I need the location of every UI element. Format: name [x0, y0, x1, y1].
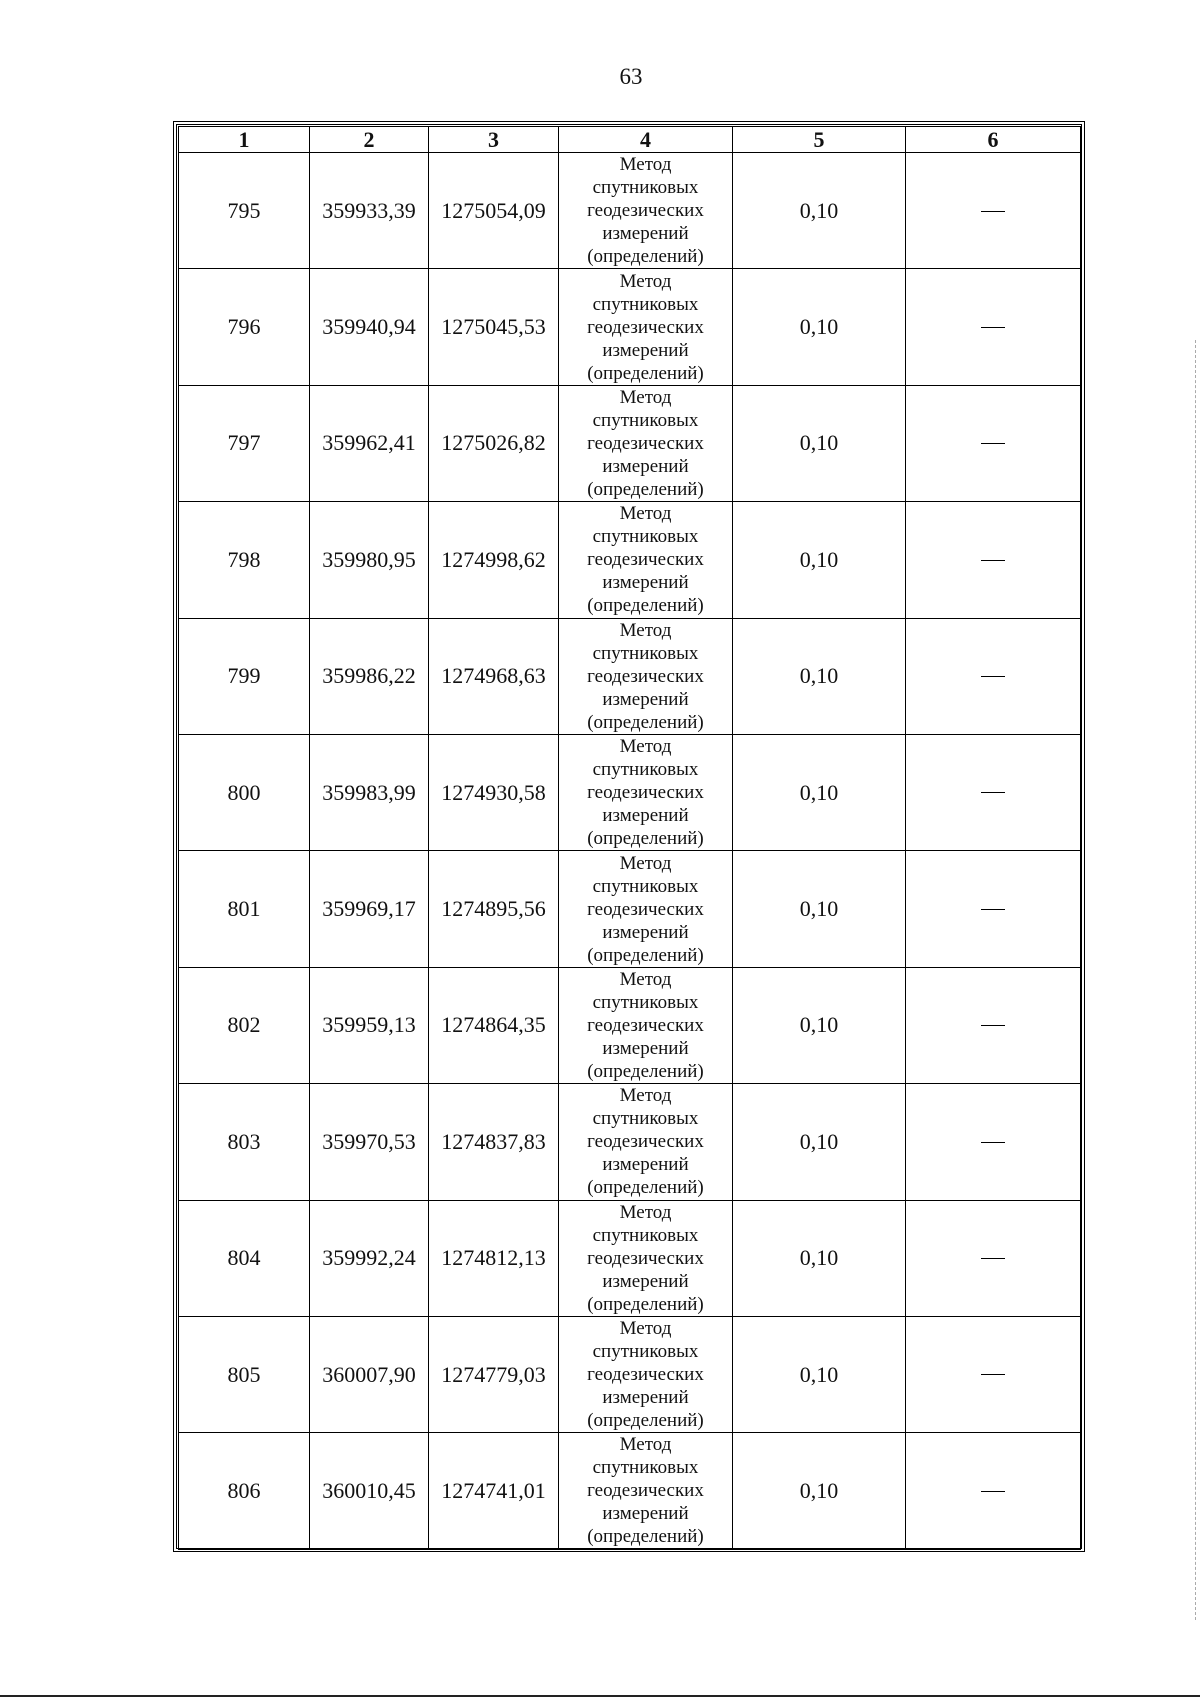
method-cell [559, 851, 733, 967]
page-number: 63 [619, 64, 643, 89]
method-cell [559, 153, 733, 269]
method-line: Метод [619, 1085, 672, 1107]
dash-mark [981, 1142, 1005, 1143]
method-line: Метод [619, 1201, 672, 1223]
table-row [179, 269, 1081, 385]
note-cell [906, 153, 1081, 269]
method-line: (определений) [587, 828, 704, 850]
x-coordinate-cell: 360007,90 [310, 1316, 429, 1432]
note-cell [906, 385, 1081, 501]
y-coordinate-cell: 1274741,01 [429, 1433, 559, 1549]
method-line: (определений) [587, 1177, 704, 1199]
method-line: геодезических [587, 1131, 704, 1153]
method-line: геодезических [587, 782, 704, 804]
table-row [179, 734, 1081, 850]
x-coordinate-cell: 359940,94 [310, 269, 429, 385]
table-header-row [179, 127, 1081, 153]
point-number-cell: 799 [179, 618, 310, 734]
method-line: (определений) [587, 1060, 704, 1082]
method-cell [559, 1316, 733, 1432]
method-cell [559, 1433, 733, 1549]
x-coordinate-cell: 359983,99 [310, 734, 429, 850]
method-line: Метод [619, 503, 672, 525]
method-line: измерений [602, 1387, 689, 1409]
point-number-cell: 805 [179, 1316, 310, 1432]
method-line: Метод [619, 1434, 672, 1456]
y-coordinate-cell: 1275026,82 [429, 385, 559, 501]
point-number-cell: 797 [179, 385, 310, 501]
table-row [179, 967, 1081, 1083]
method-line: измерений [602, 1503, 689, 1525]
method-line: геодезических [587, 1247, 704, 1269]
note-cell [906, 851, 1081, 967]
method-cell [559, 1084, 733, 1200]
method-line: Метод [619, 154, 672, 176]
table-row [179, 1316, 1081, 1432]
method-line: Метод [619, 270, 672, 292]
header-col-2: 2 [310, 127, 429, 153]
method-line: измерений [602, 572, 689, 594]
accuracy-cell: 0,10 [733, 1316, 906, 1432]
y-coordinate-cell: 1274779,03 [429, 1316, 559, 1432]
point-number-cell: 798 [179, 502, 310, 618]
method-line: измерений [602, 223, 689, 245]
table-row [179, 502, 1081, 618]
point-number-cell: 796 [179, 269, 310, 385]
x-coordinate-cell: 359959,13 [310, 967, 429, 1083]
method-line: спутниковых [592, 177, 699, 199]
method-line: спутниковых [592, 1108, 699, 1130]
table-row [179, 153, 1081, 269]
accuracy-cell: 0,10 [733, 734, 906, 850]
point-number-cell: 795 [179, 153, 310, 269]
accuracy-cell: 0,10 [733, 502, 906, 618]
method-line: спутниковых [592, 1224, 699, 1246]
header-col-3: 3 [429, 127, 559, 153]
method-line: геодезических [587, 1014, 704, 1036]
method-line: измерений [602, 1037, 689, 1059]
method-cell [559, 385, 733, 501]
note-cell [906, 1200, 1081, 1316]
method-line: (определений) [587, 362, 704, 384]
dash-mark [981, 909, 1005, 910]
method-line: спутниковых [592, 991, 699, 1013]
method-cell [559, 618, 733, 734]
scan-bottom-line [0, 1695, 1200, 1697]
method-line: измерений [602, 1154, 689, 1176]
accuracy-cell: 0,10 [733, 618, 906, 734]
dash-mark [981, 560, 1005, 561]
method-cell [559, 1200, 733, 1316]
method-line: (определений) [587, 1526, 704, 1548]
accuracy-cell: 0,10 [733, 1433, 906, 1549]
method-cell [559, 502, 733, 618]
dash-mark [981, 1374, 1005, 1375]
scan-edge-mark [1195, 340, 1196, 1620]
method-line: геодезических [587, 549, 704, 571]
method-line: измерений [602, 1270, 689, 1292]
header-col-4: 4 [559, 127, 733, 153]
method-line: Метод [619, 736, 672, 758]
method-line: спутниковых [592, 526, 699, 548]
y-coordinate-cell: 1274895,56 [429, 851, 559, 967]
table-row [179, 851, 1081, 967]
method-line: геодезических [587, 1480, 704, 1502]
method-cell [559, 967, 733, 1083]
method-line: спутниковых [592, 759, 699, 781]
method-line: геодезических [587, 432, 704, 454]
table-row [179, 1084, 1081, 1200]
y-coordinate-cell: 1275045,53 [429, 269, 559, 385]
table-row [179, 1200, 1081, 1316]
dash-mark [981, 792, 1005, 793]
dash-mark [981, 1258, 1005, 1259]
method-line: (определений) [587, 1293, 704, 1315]
dash-mark [981, 1491, 1005, 1492]
point-number-cell: 800 [179, 734, 310, 850]
x-coordinate-cell: 359986,22 [310, 618, 429, 734]
point-number-cell: 801 [179, 851, 310, 967]
method-line: спутниковых [592, 875, 699, 897]
y-coordinate-cell: 1274864,35 [429, 967, 559, 1083]
note-cell [906, 1316, 1081, 1432]
note-cell [906, 618, 1081, 734]
accuracy-cell: 0,10 [733, 1084, 906, 1200]
accuracy-cell: 0,10 [733, 967, 906, 1083]
method-line: измерений [602, 805, 689, 827]
note-cell [906, 1433, 1081, 1549]
table-row [179, 618, 1081, 734]
x-coordinate-cell: 360010,45 [310, 1433, 429, 1549]
y-coordinate-cell: 1274837,83 [429, 1084, 559, 1200]
note-cell [906, 502, 1081, 618]
method-line: спутниковых [592, 293, 699, 315]
dash-mark [981, 211, 1005, 212]
method-line: измерений [602, 688, 689, 710]
table-row [179, 385, 1081, 501]
x-coordinate-cell: 359980,95 [310, 502, 429, 618]
accuracy-cell: 0,10 [733, 851, 906, 967]
method-line: Метод [619, 386, 672, 408]
x-coordinate-cell: 359970,53 [310, 1084, 429, 1200]
method-line: спутниковых [592, 1341, 699, 1363]
point-number-cell: 804 [179, 1200, 310, 1316]
method-line: Метод [619, 619, 672, 641]
x-coordinate-cell: 359969,17 [310, 851, 429, 967]
dash-mark [981, 1025, 1005, 1026]
accuracy-cell: 0,10 [733, 153, 906, 269]
header-col-5: 5 [733, 127, 906, 153]
method-line: геодезических [587, 316, 704, 338]
method-line: спутниковых [592, 642, 699, 664]
header-col-6: 6 [906, 127, 1081, 153]
method-line: геодезических [587, 898, 704, 920]
x-coordinate-cell: 359933,39 [310, 153, 429, 269]
dash-mark [981, 443, 1005, 444]
accuracy-cell: 0,10 [733, 269, 906, 385]
point-number-cell: 803 [179, 1084, 310, 1200]
y-coordinate-cell: 1274968,63 [429, 618, 559, 734]
note-cell [906, 269, 1081, 385]
header-col-1: 1 [179, 127, 310, 153]
accuracy-cell: 0,10 [733, 385, 906, 501]
accuracy-cell: 0,10 [733, 1200, 906, 1316]
method-line: (определений) [587, 478, 704, 500]
x-coordinate-cell: 359962,41 [310, 385, 429, 501]
table-body [179, 153, 1081, 1550]
method-line: Метод [619, 852, 672, 874]
dash-mark [981, 327, 1005, 328]
method-line: (определений) [587, 1410, 704, 1432]
method-line: измерений [602, 921, 689, 943]
method-line: (определений) [587, 944, 704, 966]
method-line: спутниковых [592, 409, 699, 431]
point-number-cell: 802 [179, 967, 310, 1083]
method-line: геодезических [587, 200, 704, 222]
method-line: геодезических [587, 1364, 704, 1386]
method-line: измерений [602, 455, 689, 477]
note-cell [906, 967, 1081, 1083]
method-line: (определений) [587, 246, 704, 268]
method-line: (определений) [587, 595, 704, 617]
method-line: (определений) [587, 711, 704, 733]
y-coordinate-cell: 1274930,58 [429, 734, 559, 850]
method-line: Метод [619, 968, 672, 990]
y-coordinate-cell: 1275054,09 [429, 153, 559, 269]
method-cell [559, 269, 733, 385]
note-cell [906, 1084, 1081, 1200]
dash-mark [981, 676, 1005, 677]
method-cell [559, 734, 733, 850]
y-coordinate-cell: 1274812,13 [429, 1200, 559, 1316]
method-line: Метод [619, 1318, 672, 1340]
table-row [179, 1433, 1081, 1549]
point-number-cell: 806 [179, 1433, 310, 1549]
method-line: измерений [602, 339, 689, 361]
coordinates-table-frame [173, 121, 1085, 1552]
method-line: геодезических [587, 665, 704, 687]
note-cell [906, 734, 1081, 850]
x-coordinate-cell: 359992,24 [310, 1200, 429, 1316]
coordinates-table [178, 126, 1081, 1550]
y-coordinate-cell: 1274998,62 [429, 502, 559, 618]
method-line: спутниковых [592, 1457, 699, 1479]
